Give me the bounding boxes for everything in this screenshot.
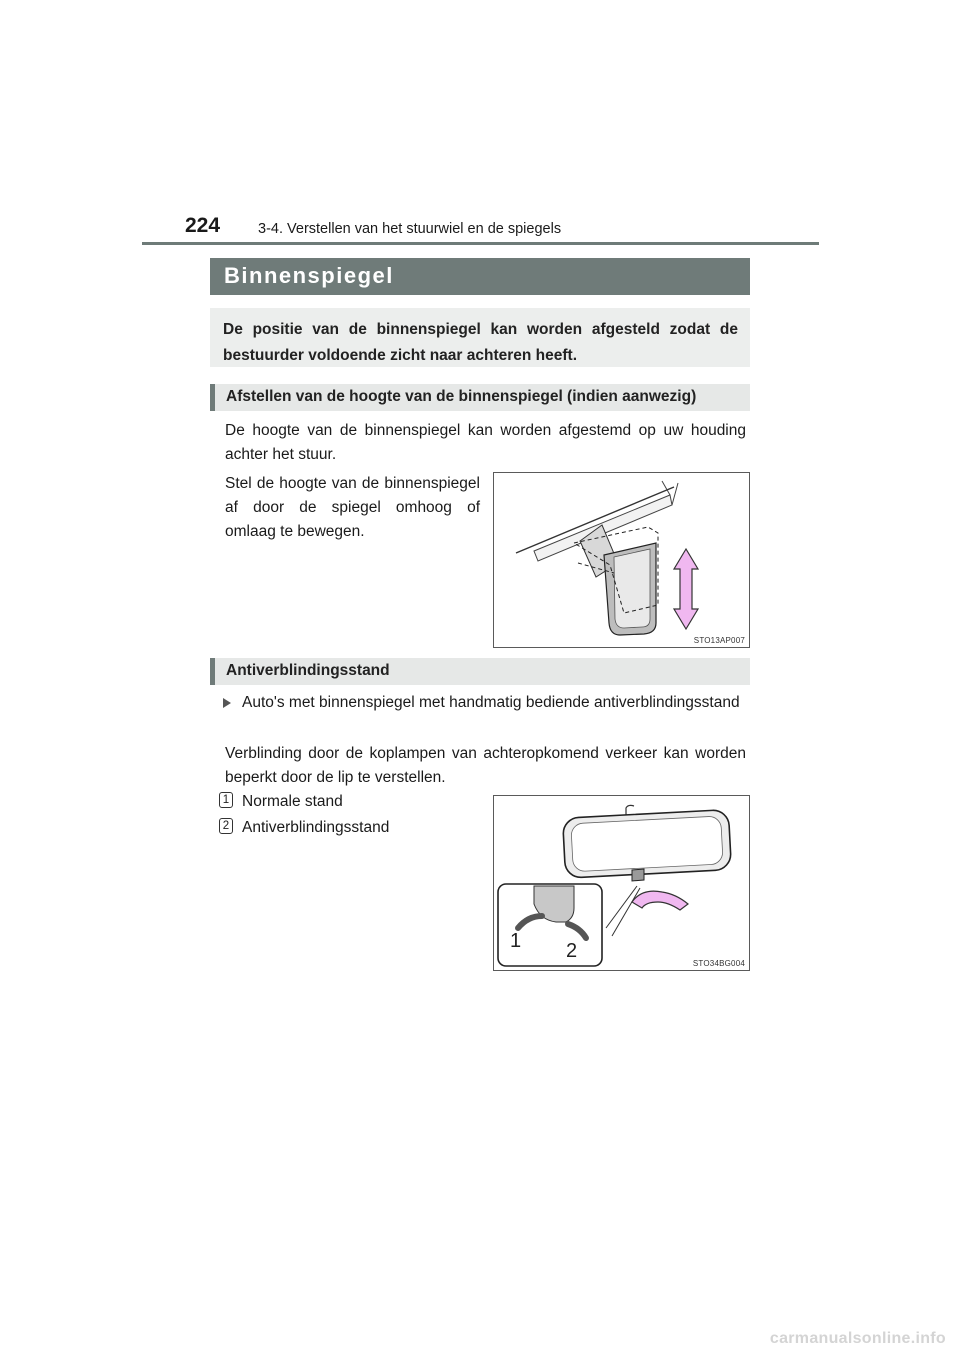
watermark: carmanualsonline.info <box>769 1330 946 1347</box>
subheading-anti-glare-text: Antiverblindingsstand <box>226 662 390 679</box>
height-adjust-instruction: Stel de hoogte van de binnenspiegel af door de spiegel omhoog of omlaag te bewegen. <box>225 475 480 540</box>
item-normal-position: Normale stand <box>242 793 343 810</box>
section-title: Binnenspiegel <box>224 263 394 288</box>
subheading-height-adjust <box>210 384 750 411</box>
number-badge-1: 1 <box>219 792 233 808</box>
item-anti-glare-position: Antiverblindingsstand <box>242 819 390 836</box>
callout-1: 1 <box>510 930 522 952</box>
figure-mirror-antiglare <box>493 795 750 971</box>
anti-glare-bullet-text: Auto's met binnenspiegel met handmatig bediende antiverblindingsstand <box>242 694 740 711</box>
figure-code-height: STO13AP007 <box>693 636 745 645</box>
subheading-anti-glare <box>210 658 750 685</box>
mirror-antiglare-illustration <box>494 796 749 970</box>
number-badge-2: 2 <box>219 818 233 834</box>
page-number: 224 <box>185 214 221 237</box>
section-title-bar <box>210 258 750 295</box>
bullet-arrow-icon <box>223 698 231 708</box>
mirror-height-illustration <box>494 473 749 647</box>
intro-text: De positie van de binnenspiegel kan worden afgesteld zodat de bestuurder voldoende zicht naar achteren heeft. <box>223 321 738 364</box>
figure-code-antiglare: STO34BG004 <box>692 959 745 968</box>
chapter-title: 3-4. Verstellen van het stuurwiel en de spiegels <box>258 221 562 237</box>
anti-glare-paragraph: Verblinding door de koplampen van achteropkomend verkeer kan worden beperkt door de lip te verstellen. <box>225 745 746 786</box>
height-adjust-paragraph: De hoogte van de binnenspiegel kan worden afgestemd op uw houding achter het stuur. <box>225 422 746 463</box>
header-divider <box>142 242 819 245</box>
intro-box <box>210 308 750 367</box>
subheading-height-adjust-text: Afstellen van de hoogte van de binnenspiegel (indien aanwezig) <box>226 388 697 405</box>
figure-mirror-height <box>493 472 750 648</box>
callout-2: 2 <box>566 940 578 962</box>
